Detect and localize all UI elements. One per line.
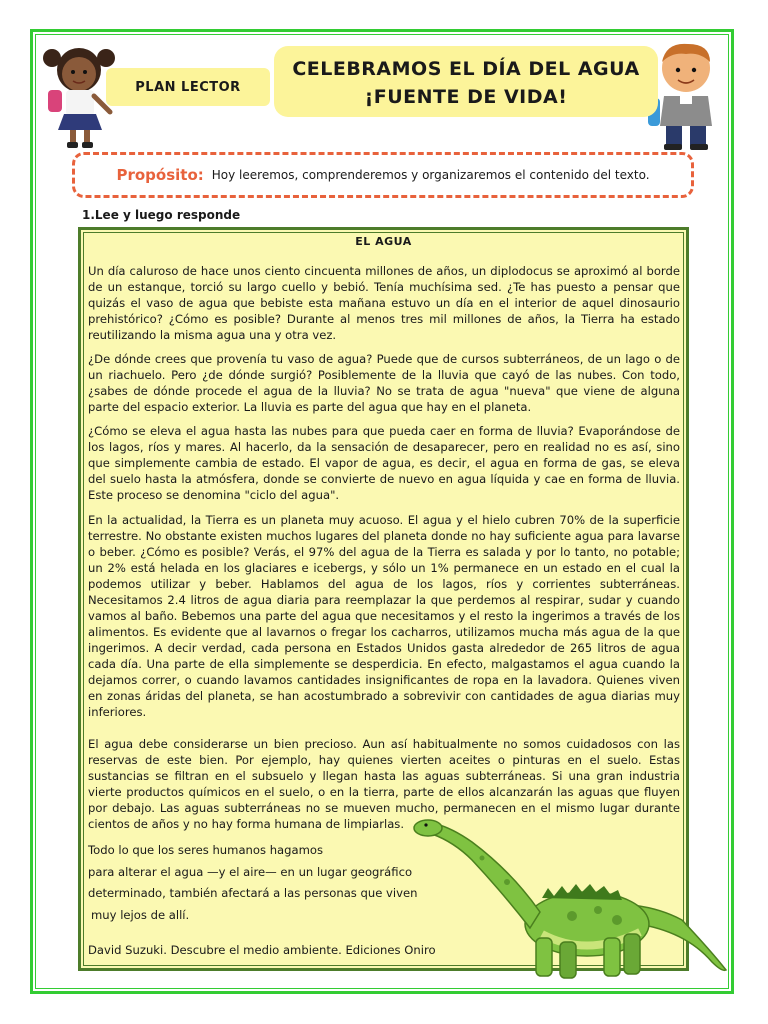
paragraph-4: En la actualidad, la Tierra es un planeta muy acuoso. El agua y el hielo cubren 70% de la superficie terrestre. No obstante existen muchos lugares del planeta donde no hay suficiente agua para lavarse o beber. ¿Cómo es posible? Verás, el 97% del agua de la Tierra es salada y por lo tanto, no potable; un 2% está helada en los glaciares e icebergs, y sólo un 1% permanece en un estado en el cual la podemos utilizar y beber. Hablamos del agua de los lagos, ríos y corrientes subterráneas. Necesitamos 2.4 litros de agua diaria para reemplazar la que perdemos al respirar, sudar y cuando vamos al baño. Bebemos una parte del agua que necesitamos y el resto la ingerimos a través de los alimentos. Es evidente que al lavarnos o fregar los cacharros, utilizamos mucha más agua de la que ingerimos. A decir verdad, cada persona en Estados Unidos gasta alrededor de 265 litros de agua cada día. Una parte de ella simplemente se desperdicia. En efecto, malgastamos el agua cuando la dejamos correr, o cuando lavamos cantidades insignificantes de ropa en la lavadora. Quienes viven en zonas áridas del planeta, se han acostumbrado a sobrevivir con cantidades de agua diarias muy inferiores. [88,513,680,719]
proposito-text: Hoy leeremos, comprenderemos y organizaremos el contenido del texto. [211,168,650,182]
paragraph-5: El agua debe considerarse un bien precioso. Aun así habitualmente no somos cuidadosos con las reservas de este bien. Por ejemplo, hay quienes vierten aceites o pinturas en el suelo. Estas sustancias se filtran en el subsuelo y llegan hasta las aguas subterráneas. Si una gran industria vierte productos químicos en el suelo, o en la tierra, parte de ellos alcanzarán las aguas que fluyen por debajo. Las aguas subterráneas no se mueven mucho, permanecen en el mismo lugar durante cientos de años y no hay forma humana de limpiarlas. [88,737,680,831]
closing-lines [88,840,428,926]
page-subtitle: ¡FUENTE DE VIDA! [364,86,568,108]
proposito-box [72,152,694,198]
reading-title: EL AGUA [355,235,412,248]
closing-line: para alterar el agua —y el aire— en un lugar geográfico [88,864,413,879]
closing-line: Todo lo que los seres humanos hagamos [88,843,324,857]
citation: David Suzuki. Descubre el medio ambiente. Ediciones Oniro [88,943,436,957]
plan-lector-label: PLAN LECTOR [106,68,270,106]
title-banner [274,46,658,117]
closing-line: muy lejos de allí. [91,907,190,922]
dinosaur-icon [412,812,728,982]
proposito-label: Propósito: [116,166,204,184]
page-title: CELEBRAMOS EL DÍA DEL AGUA [292,58,640,80]
paragraph-2: ¿De dónde crees que provenía tu vaso de agua? Puede que de cursos subterráneos, de un lago o de un riachuelo. Pero ¿de dónde surgió? Posiblemente de la lluvia que cayó de las nubes. Con todo, ¿sabes de dónde procede el agua de la lluvia? No se trata de agua "nueva" que viene de alguna parte del espacio exterior. La lluvia es parte del agua que hay en el planeta. [88,352,680,414]
paragraph-1: Un día caluroso de hace unos ciento cincuenta millones de años, un diplodocus se aproximó al borde de un estanque, torció su largo cuello y bebió. Tenía muchísima sed. ¿Te has puesto a pensar que quizás el vaso de agua que bebiste esta mañana estuvo un día en el interior de aquel dinosaurio prehistórico? ¿Cómo es posible? Durante al menos tres mil millones de años, la Tierra ha estado reutilizando la misma agua una y otra vez. [88,264,680,342]
instruction-text: 1.Lee y luego responde [82,208,241,222]
closing-line: determinado, también afectará a las personas que viven [88,886,418,900]
paragraph-3: ¿Cómo se eleva el agua hasta las nubes para que pueda caer en forma de lluvia? Evaporándose de los lagos, ríos y mares. Al hacerlo, da la sensación de desaparecer, pero en realidad no es así, sino que simplemente cambia de estado. El vapor de agua, es decir, el agua en forma de gas, se eleva del suelo hasta la atmósfera, donde se convierte de nuevo en agua líquida y cae en forma de lluvia. Este proceso se denomina "ciclo del agua". [88,424,680,502]
